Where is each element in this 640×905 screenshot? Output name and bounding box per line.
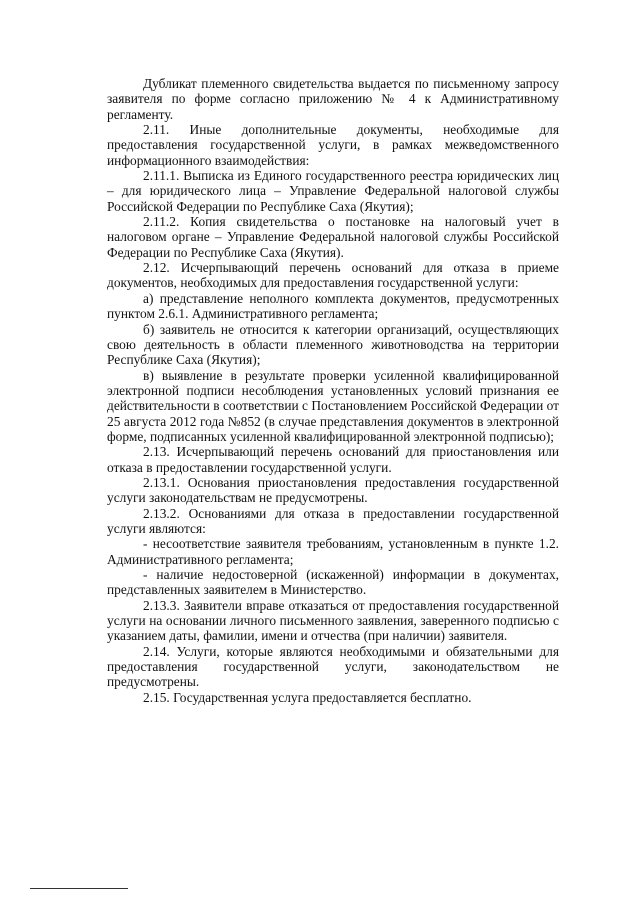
paragraph-2-12-v: в) выявление в результате проверки усиленной квалифицированной электронной подписи несоблюдения установленных условий признания ее действительности в соответствии с Постановлением Российской Федерации от 25 августа 2012 года №852 (в случае представления документов в электронной форме, подписанных усиленной квалифицированной электронной подписью); xyxy=(107,367,559,444)
paragraph-2-11-1: 2.11.1. Выписка из Единого государственного реестра юридических лиц – для юридического лица – Управление Федеральной налоговой службы Российской Федерации по Республике Саха (Якутия); xyxy=(107,168,559,214)
paragraph-duplicate-certificate: Дубликат племенного свидетельства выдается по письменному запросу заявителя по форме согласно приложению № 4 к Административному регламенту. xyxy=(107,76,559,122)
paragraph-2-13-2: 2.13.2. Основаниями для отказа в предоставлении государственной услуги являются: xyxy=(107,505,559,536)
paragraph-2-13-3: 2.13.3. Заявители вправе отказаться от предоставления государственной услуги на основании личного письменного заявления, заверенного подписью с указанием даты, фамилии, имени и отчества (при наличии) заявителя. xyxy=(107,597,559,644)
paragraph-2-13-2-item-2: - наличие недостоверной (искаженной) информации в документах, представленных заявителем в Министерство. xyxy=(107,567,559,598)
paragraph-2-11-2: 2.11.2. Копия свидетельства о постановке на налоговый учет в налоговом органе – Управление Федеральной налоговой службы Российской Федерации по Республике Саха (Якутия). xyxy=(107,214,559,260)
paragraph-2-13-2-item-1: - несоответствие заявителя требованиям, установленным в пункте 1.2. Административного регламента; xyxy=(107,536,559,567)
paragraph-2-12: 2.12. Исчерпывающий перечень оснований для отказа в приеме документов, необходимых для предоставления государственной услуги: xyxy=(107,260,559,291)
paragraph-2-15: 2.15. Государственная услуга предоставляется бесплатно. xyxy=(143,689,472,705)
paragraph-2-12-b: б) заявитель не относится к категории организаций, осуществляющих свою деятельность в области племенного животноводства на территории Республике Саха (Якутия); xyxy=(107,321,559,368)
paragraph-2-13-1: 2.13.1. Основания приостановления предоставления государственной услуги законодательствам не предусмотрены. xyxy=(107,474,559,506)
paragraph-2-12-a: а) представление неполного комплекта документов, предусмотренных пунктом 2.6.1. Административного регламента; xyxy=(107,290,559,322)
paragraph-2-13: 2.13. Исчерпывающий перечень оснований для приостановления или отказа в предоставлении государственной услуги. xyxy=(107,444,559,475)
document-page xyxy=(107,76,559,705)
footnote-separator-line xyxy=(30,888,128,889)
paragraph-2-11: 2.11. Иные дополнительные документы, необходимые для предоставления государственной услуги, в рамках межведомственного информационного взаимодействия: xyxy=(107,122,559,168)
paragraph-2-14: 2.14. Услуги, которые являются необходимыми и обязательными для предоставления государственной услуги, законодательством не предусмотрены. xyxy=(107,643,559,690)
